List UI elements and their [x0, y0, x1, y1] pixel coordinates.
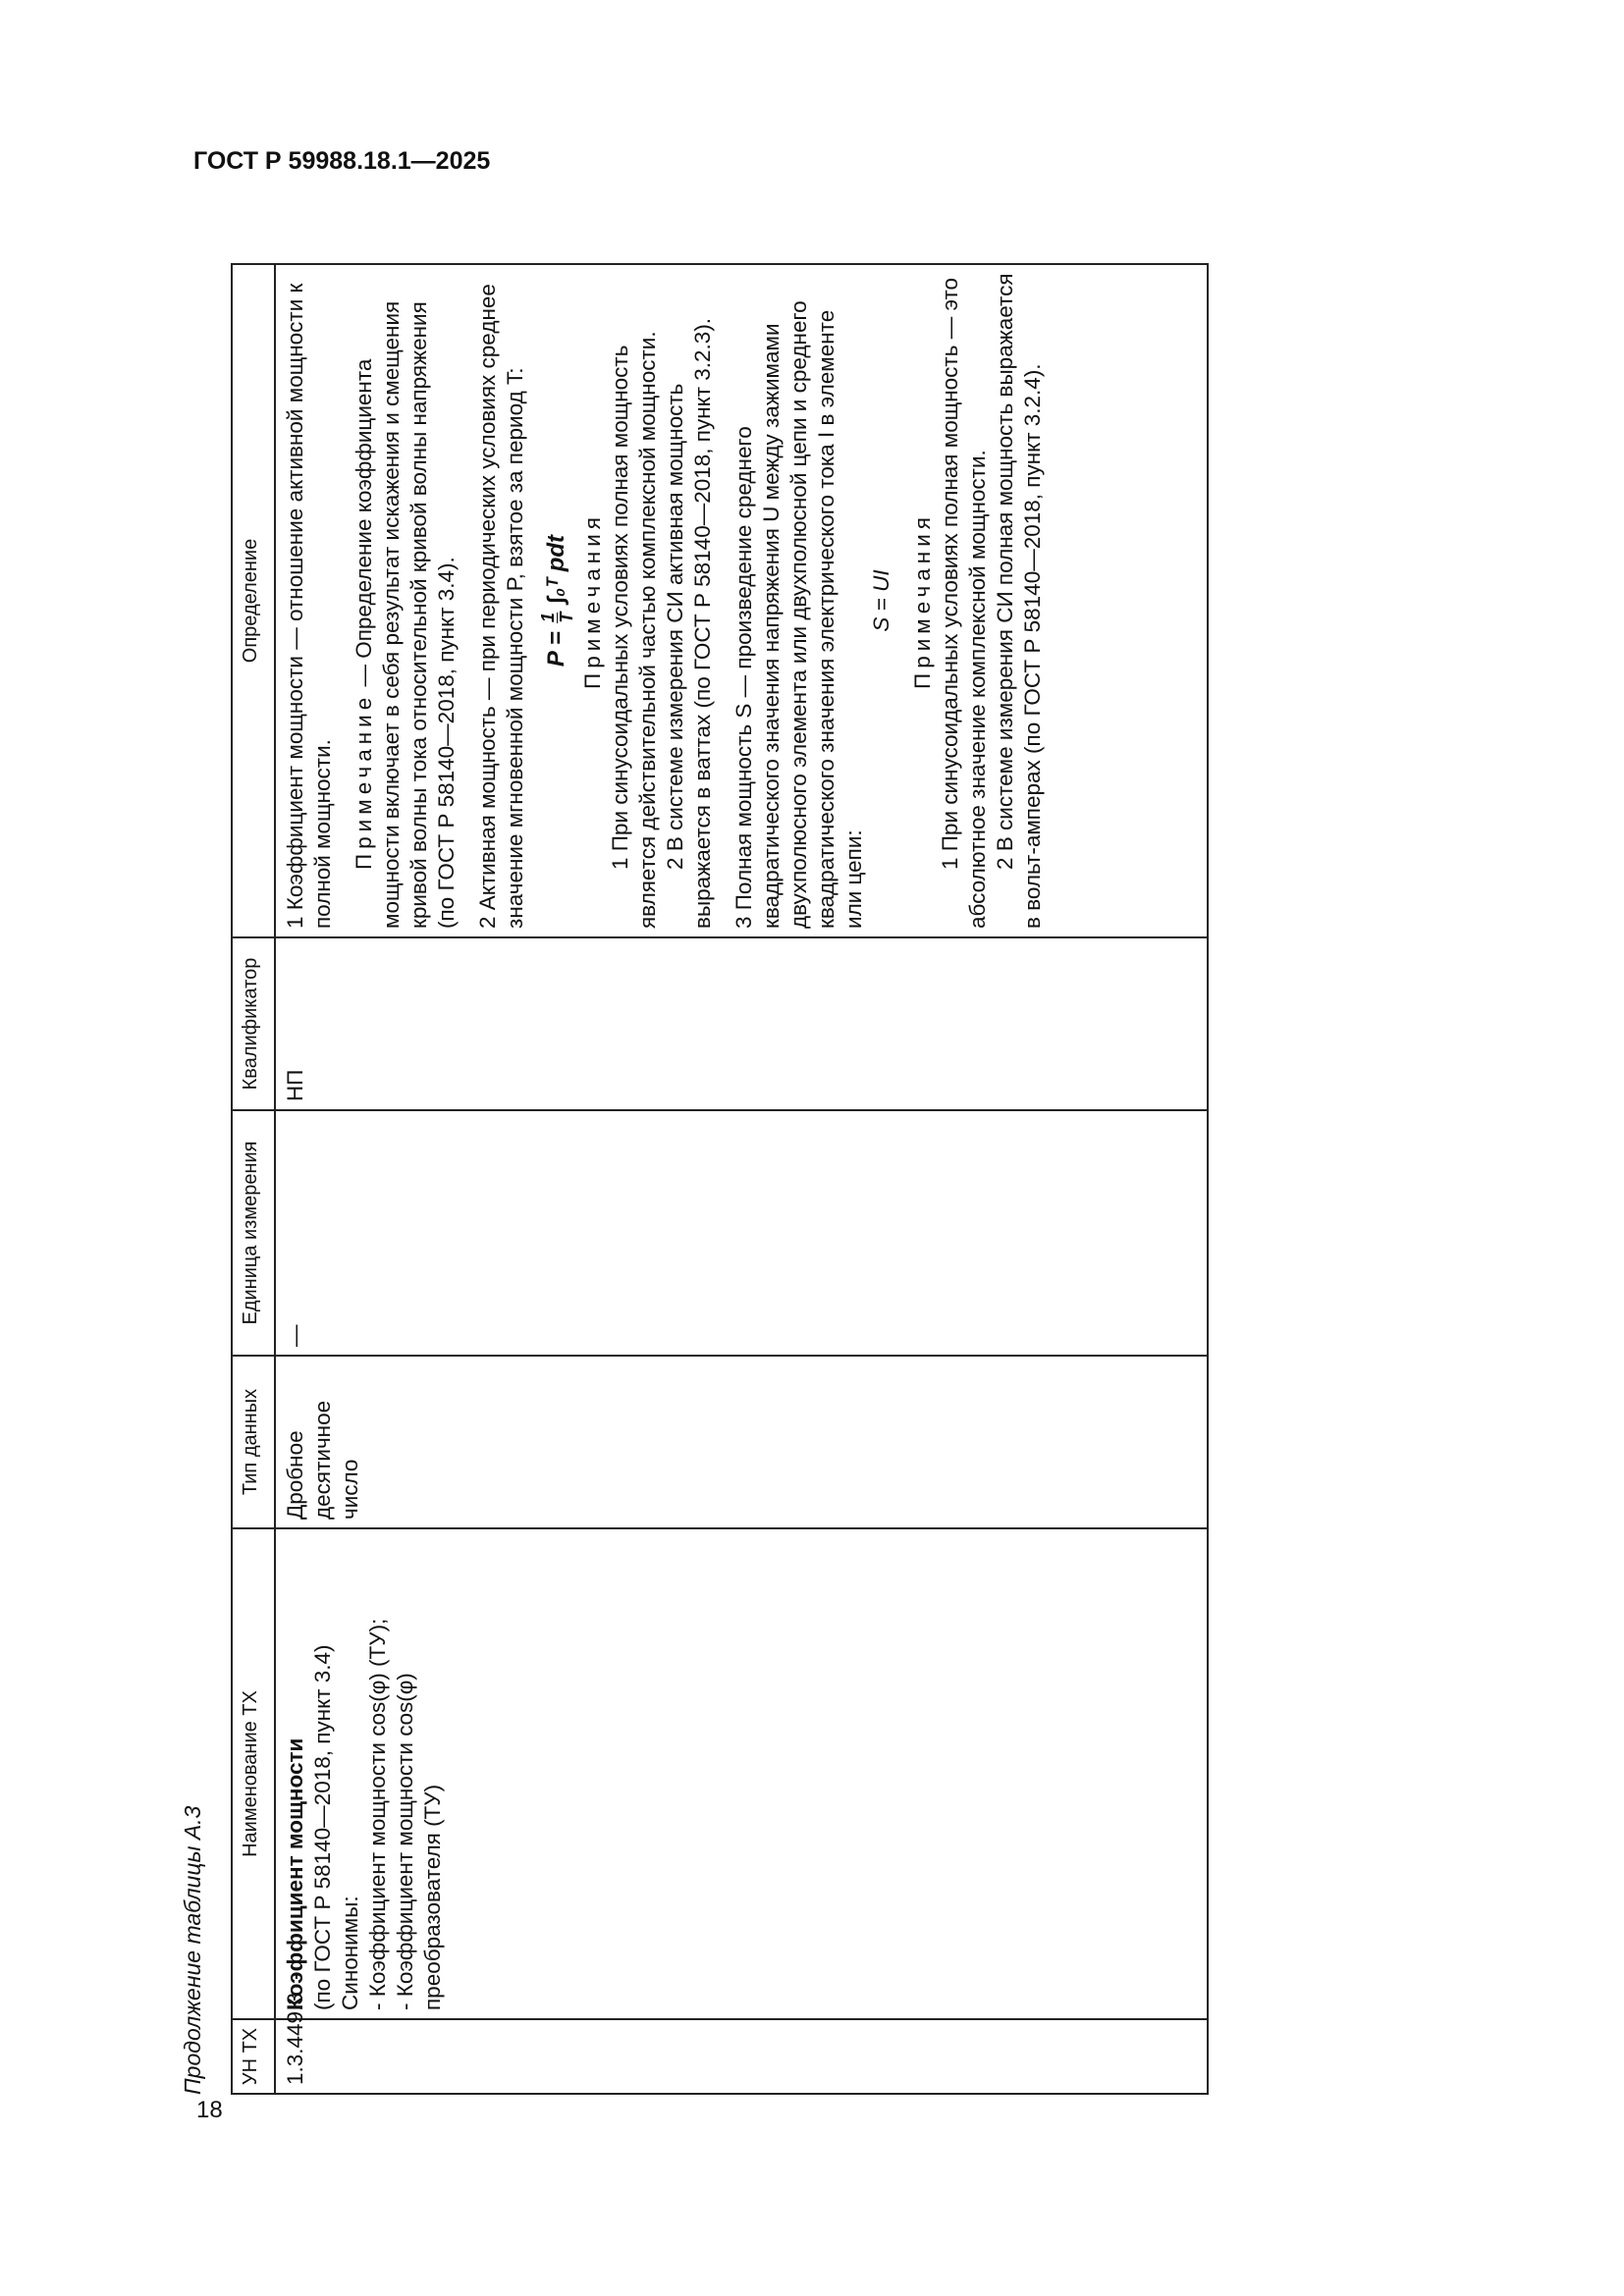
note-3-1: 1 При синусоидальных условиях полная мощность — это абсолютное значение комплексной мощности.: [938, 277, 990, 929]
col-header-definition: Определение: [232, 264, 275, 937]
note-1-text: — Определение коэффициента мощности включает в себя результат искажения и смещения кривой волны тока относительной кривой волны напряжения (по ГОСТ Р 58140—2018, пункт 3.4).: [352, 300, 459, 929]
col-header-unit: Единица измерения: [232, 1110, 275, 1356]
table-caption: Продолжение таблицы А.3: [180, 1805, 205, 2095]
table-header-row: [232, 264, 275, 2094]
note-2-2: 2 В системе измерения СИ активная мощность выражается в ваттах (по ГОСТ Р 58140—2018, пункт 3.2.3).: [663, 317, 715, 929]
formula-integral: ∫₀ᵀ pdt: [542, 534, 569, 604]
formula-apparent-power: S = UI: [869, 569, 893, 632]
formula-active-power: [539, 273, 575, 929]
formula-numerator: 1: [538, 613, 558, 623]
cell-definition: [275, 264, 1208, 937]
definition-2: 2 Активная мощность — при периодических условиях среднее значение мгновенной мощности P, взятое за период T:: [475, 284, 527, 929]
document-header: ГОСТ Р 59988.18.1—2025: [193, 147, 491, 175]
definition-1: 1 Коэффициент мощности — отношение активной мощности к полной мощности.: [283, 283, 335, 929]
note-1-label: Примечание: [352, 692, 376, 870]
formula-p-lhs: P =: [542, 631, 569, 667]
note-2-1: 1 При синусоидальных условиях полная мощность является действительной частью комплексной мощности.: [608, 331, 660, 929]
cell-unit: —: [275, 1110, 1208, 1356]
note-3-2: 2 В системе измерения СИ полная мощность выражается в вольт-амперах (по ГОСТ Р 58140—2018, пункт 3.2.4).: [993, 273, 1045, 929]
synonym-2: - Коэффициент мощности cos(φ) преобразователя (ТУ): [393, 1673, 445, 2010]
formula-denominator: T: [557, 612, 576, 623]
table-row: [275, 264, 1208, 2094]
cell-id: 1.3.449.3: [275, 2019, 1208, 2094]
col-header-id: УН ТХ: [232, 2019, 275, 2094]
definition-3: 3 Полная мощность S — произведение среднего квадратического значения напряжения U между зажимами двухполюсного элемента или двухполюсной цепи и среднего квадратического значения электрического тока I в элементе или цепи:: [731, 300, 866, 929]
synonym-1: - Коэффициент мощности cos(φ) (ТУ);: [365, 1618, 390, 2010]
cell-qualifier: НП: [275, 937, 1208, 1110]
col-header-name: Наименование ТХ: [232, 1528, 275, 2019]
characteristics-table: [231, 263, 1209, 2095]
rotated-table-block: [180, 265, 1248, 2095]
term-source: (по ГОСТ Р 58140—2018, пункт 3.4): [310, 1644, 335, 2010]
notes-3-label: Примечания: [910, 512, 935, 689]
page-number: 18: [196, 2097, 223, 2123]
col-header-type: Тип данных: [232, 1356, 275, 1528]
col-header-qualifier: Квалификатор: [232, 937, 275, 1110]
cell-data-type: Дробное десятичное число: [275, 1356, 1208, 1528]
notes-2-label: Примечания: [580, 512, 605, 689]
cell-name: [275, 1528, 1208, 2019]
note-1: [351, 273, 460, 929]
synonyms-label: Синонимы:: [338, 1896, 362, 2010]
formula-fraction: [539, 613, 575, 623]
term-name: Коэффициент мощности: [283, 1737, 307, 2010]
